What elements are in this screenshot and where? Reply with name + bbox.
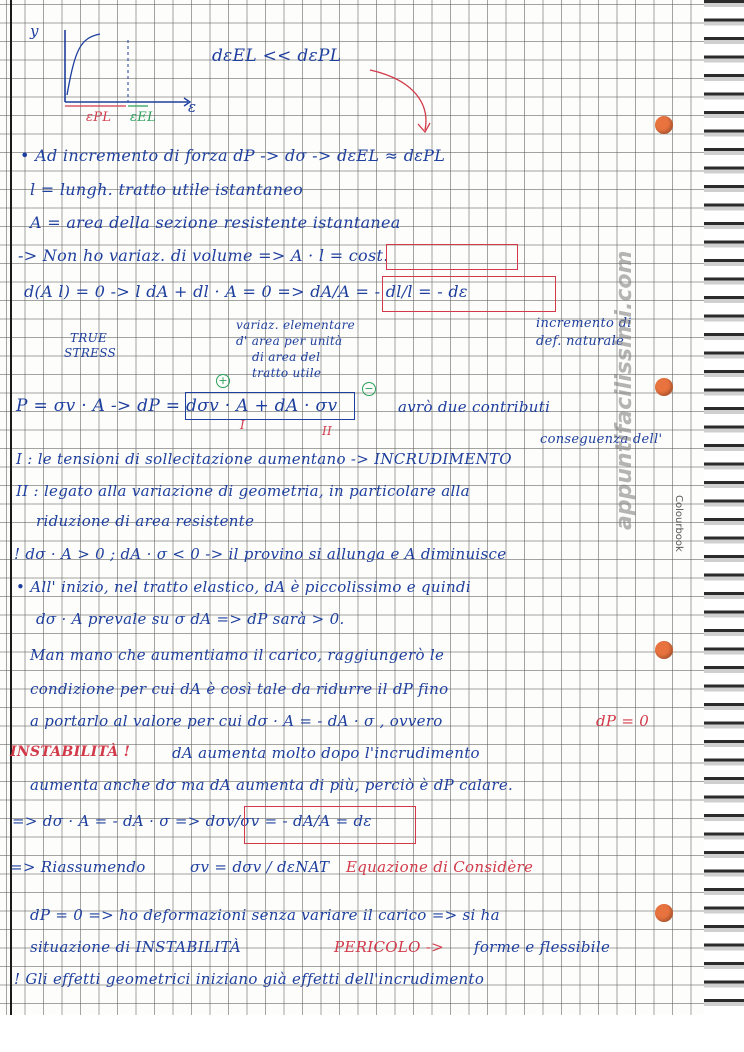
text-line: dP = 0 => ho deformazioni senza variare il carico => si ha bbox=[30, 906, 500, 924]
mark-I: I bbox=[240, 418, 246, 432]
note-line: di area del bbox=[252, 350, 321, 364]
text-line: forme e flessibile bbox=[474, 938, 611, 956]
blue-box bbox=[185, 392, 355, 420]
curve bbox=[67, 34, 100, 95]
text-line: condizione per cui dA è così tale da ridurre il dP fino bbox=[30, 680, 449, 698]
red-box bbox=[386, 244, 518, 270]
text-line: -> Non ho variaz. di volume => A · l = cost. bbox=[18, 246, 389, 265]
text-line: Man mano che aumentiamo il carico, raggiungerò le bbox=[30, 646, 445, 664]
text-line: dA aumenta molto dopo l'incrudimento bbox=[172, 744, 480, 762]
binder-hole bbox=[655, 641, 673, 659]
plus-mark: + bbox=[216, 374, 230, 388]
text-line: => Riassumendo bbox=[10, 858, 146, 876]
note-line: tratto utile bbox=[252, 366, 322, 380]
red-text: Equazione di Considère bbox=[346, 858, 534, 876]
text-line: situazione di INSTABILITÀ bbox=[30, 938, 242, 956]
text-line: σv = dσv / dεNAT bbox=[190, 858, 330, 876]
watermark: appuntifacilissimi.com bbox=[612, 250, 637, 530]
strain-relation: dεEL << dεPL bbox=[212, 46, 342, 66]
text-line: • Ad incremento di forza dP -> dσ -> dεEL ≈ dεPL bbox=[20, 146, 446, 165]
axis-x-label: ε bbox=[188, 98, 197, 116]
page-bottom-margin bbox=[0, 1015, 744, 1052]
text-line: II : legato alla variazione di geometria, in particolare alla bbox=[16, 482, 470, 500]
text-line: ! dσ · A > 0 ; dA · σ < 0 -> il provino si allunga e A diminuisce bbox=[14, 545, 507, 563]
text-line: • All' inizio, nel tratto elastico, dA è piccolissimo e quindi bbox=[16, 578, 471, 596]
eps-pl-label: εPL bbox=[86, 110, 112, 125]
true-stress-label: STRESS bbox=[64, 346, 117, 360]
text-line: l = lungh. tratto utile istantaneo bbox=[30, 180, 304, 199]
text-line: I : le tensioni di sollecitazione aumentano -> INCRUDIMENTO bbox=[16, 450, 512, 468]
red-box bbox=[244, 806, 416, 844]
brand-label: Colourbook bbox=[673, 495, 684, 552]
text-line: => dσ · A = - dA · σ => dσv/σv = - dA/A = dε bbox=[12, 812, 372, 830]
note-line: d' area per unità bbox=[236, 334, 343, 348]
text-line: A = area della sezione resistente istantanea bbox=[30, 213, 401, 232]
note-line: def. naturale bbox=[536, 334, 625, 349]
note-line: variaz. elementare bbox=[236, 318, 356, 332]
note-line: conseguenza dell' bbox=[540, 432, 663, 447]
red-text: PERICOLO -> bbox=[334, 938, 444, 956]
text-line: avrò due contributi bbox=[398, 398, 551, 416]
text-line: riduzione di area resistente bbox=[36, 512, 255, 530]
minus-mark: − bbox=[362, 382, 376, 396]
red-arrow bbox=[370, 70, 426, 130]
binder-hole bbox=[655, 904, 673, 922]
binder-hole bbox=[655, 116, 673, 134]
spiral-binding bbox=[704, 0, 744, 1018]
text-line: P = σv · A -> dP = dσv · A + dA · σv bbox=[16, 396, 338, 416]
text-line: dσ · A prevale su σ dA => dP sarà > 0. bbox=[36, 610, 345, 628]
red-text: INSTABILITÀ ! bbox=[10, 744, 131, 760]
true-stress-label: TRUE bbox=[70, 331, 108, 345]
red-box bbox=[382, 276, 556, 312]
eps-el-label: εEL bbox=[130, 110, 156, 125]
axis-y-label: y bbox=[30, 22, 39, 40]
text-line: ! Gli effetti geometrici iniziano già effetti dell'incrudimento bbox=[14, 970, 485, 988]
mark-II: II bbox=[322, 424, 333, 438]
text-line: aumenta anche dσ ma dA aumenta di più, perciò è dP calare. bbox=[30, 776, 514, 794]
binder-hole bbox=[655, 378, 673, 396]
text-line: a portarlo al valore per cui dσ · A = - dA · σ , ovvero bbox=[30, 712, 443, 730]
note-line: incremento di bbox=[536, 316, 632, 331]
red-text: dP = 0 bbox=[596, 712, 650, 730]
text-line: d(A l) = 0 -> l dA + dl · A = 0 => dA/A = - dl/l = - dε bbox=[24, 282, 468, 301]
